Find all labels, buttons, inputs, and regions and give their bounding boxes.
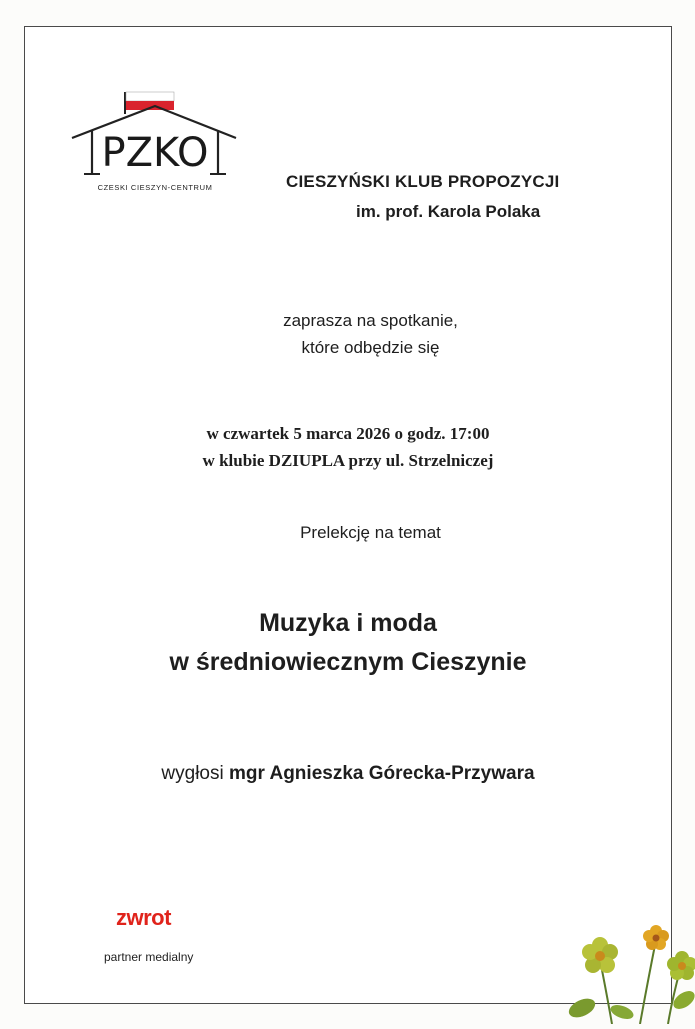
- logo-letters: [70, 86, 240, 186]
- logo-mark-text: PZKO: [101, 130, 209, 176]
- speaker-name: mgr Agnieszka Górecka-Przywara: [229, 763, 535, 784]
- invitation-line-2: które odbędzie się: [301, 338, 440, 357]
- speaker-prefix: wygłosi: [161, 763, 224, 784]
- partner-brand-logo: zwrot: [116, 905, 171, 930]
- pzko-logo: [70, 86, 240, 198]
- lecture-label: Prelekcję na temat: [300, 523, 441, 542]
- event-location: w klubie DZIUPLA przy ul. Strzelniczej: [202, 451, 494, 470]
- club-name: CIESZYŃSKI KLUB PROPOZYCJI: [286, 172, 560, 191]
- event-date-time: w czwartek 5 marca 2026 o godz. 17:00: [206, 424, 490, 443]
- lecture-title-line-1: Muzyka i moda: [259, 609, 437, 637]
- logo-subtitle: CZESKI CIESZYN-CENTRUM: [97, 183, 213, 192]
- lecture-title-line-2: w średniowiecznym Cieszynie: [169, 648, 527, 676]
- club-patron: im. prof. Karola Polaka: [356, 202, 541, 221]
- partner-label: partner medialny: [104, 950, 194, 964]
- flower-illustration-icon: [560, 920, 695, 1029]
- speaker-line: [24, 763, 672, 785]
- invitation-line-1: zaprasza na spotkanie,: [283, 311, 458, 330]
